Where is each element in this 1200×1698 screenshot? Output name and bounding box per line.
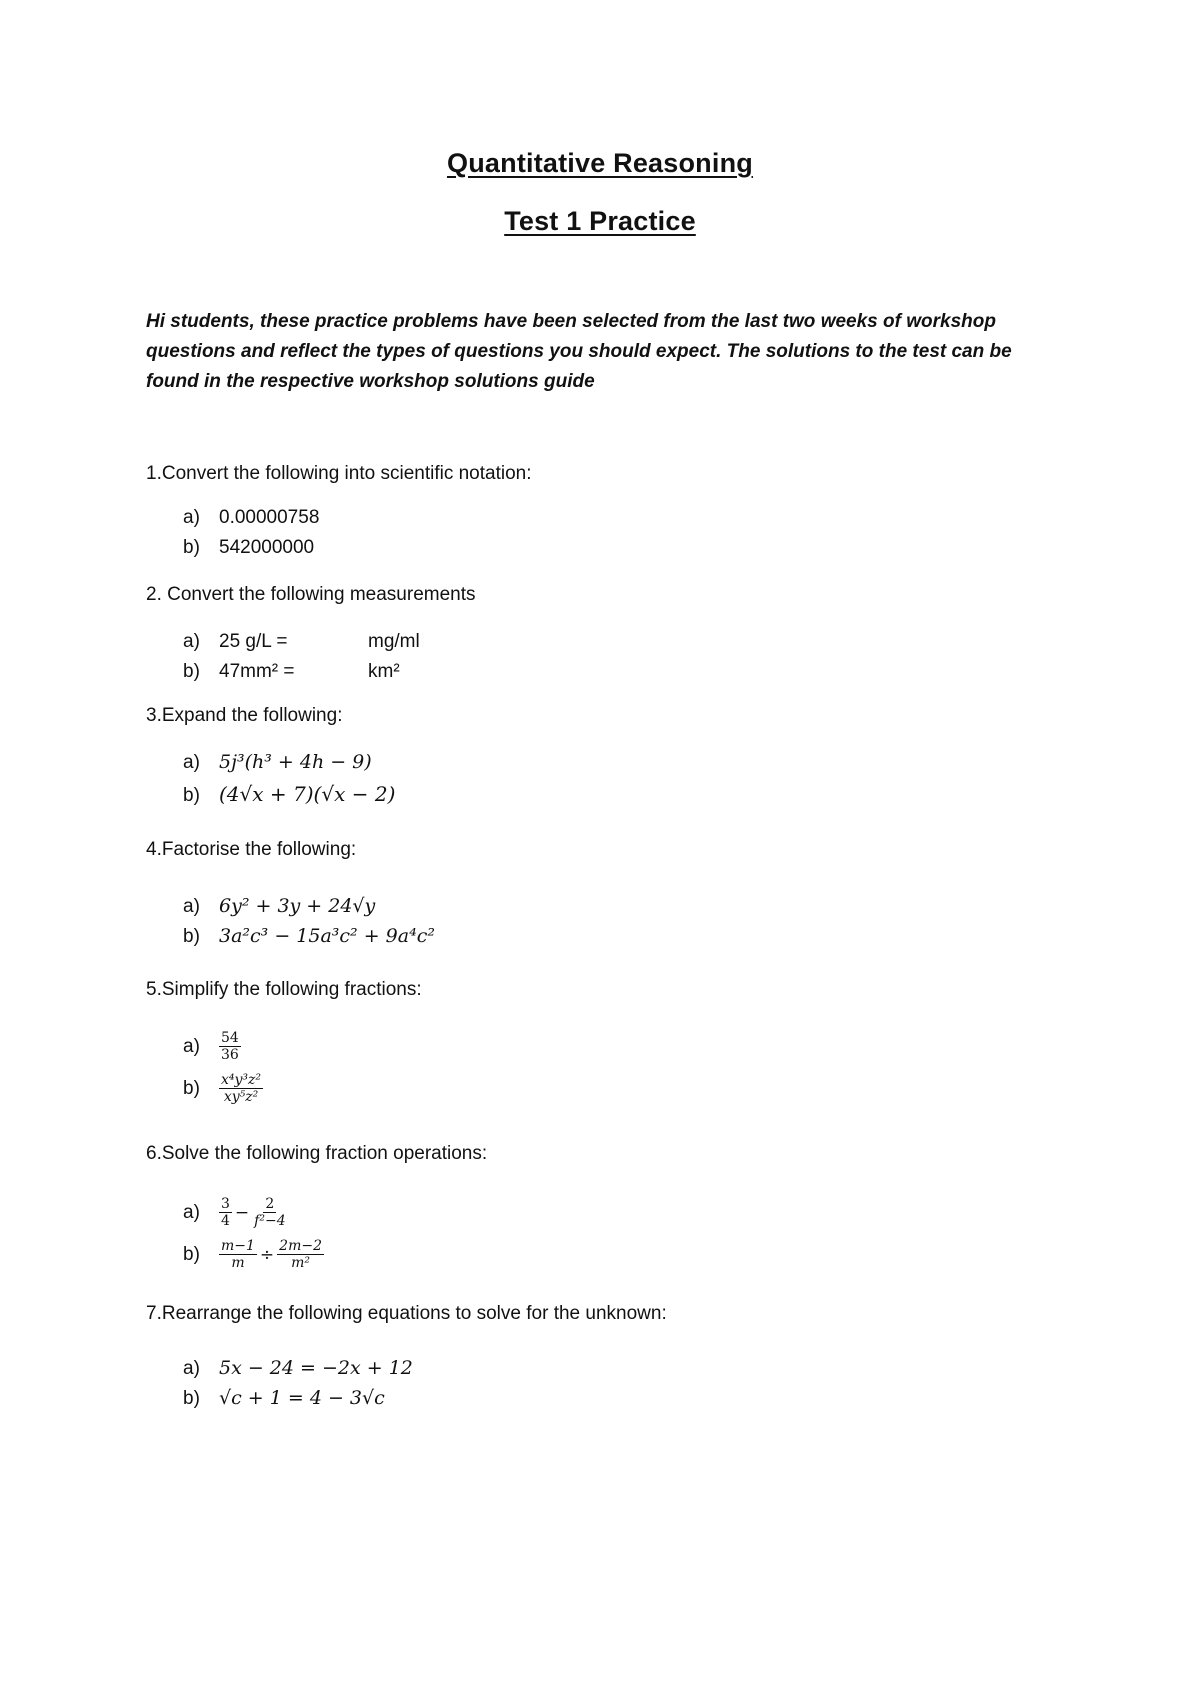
operator: ÷ — [259, 1244, 275, 1265]
question-2b — [183, 660, 683, 684]
item-unit: mg/ml — [368, 631, 420, 652]
question-7b — [183, 1386, 385, 1411]
question-7-heading: 7.Rearrange the following equations to solve for the unknown: — [146, 1303, 667, 1324]
math-expression: √c + 1 = 4 − 3√c — [219, 1387, 385, 1409]
question-6-heading: 6.Solve the following fraction operations: — [146, 1143, 488, 1164]
fraction — [252, 1196, 287, 1229]
question-5-heading: 5.Simplify the following fractions: — [146, 979, 422, 1000]
math-expression: (4√x + 7)(√x − 2) — [219, 782, 396, 806]
fraction-numerator: x⁴y³z² — [221, 1072, 262, 1088]
fraction-denominator: 4 — [221, 1213, 230, 1229]
fraction — [219, 1072, 263, 1105]
fraction-numerator: m−1 — [221, 1238, 255, 1254]
fraction — [277, 1238, 324, 1271]
fraction-denominator: f²−4 — [254, 1213, 286, 1229]
fraction-numerator: 2 — [265, 1196, 275, 1212]
question-6a — [183, 1196, 288, 1229]
question-3a — [183, 750, 372, 775]
question-4-heading: 4.Factorise the following: — [146, 839, 357, 860]
question-1-heading: 1.Convert the following into scientific notation: — [146, 463, 532, 484]
item-unit: km² — [368, 661, 400, 682]
item-label: a) — [183, 1201, 200, 1223]
document-subtitle: Test 1 Practice — [504, 206, 696, 236]
item-value: 47mm² = — [219, 661, 295, 682]
item-label: b) — [183, 785, 200, 806]
item-value: 542000000 — [219, 537, 315, 558]
item-label: a) — [183, 1035, 200, 1057]
question-2a — [183, 630, 683, 654]
item-value: 0.00000758 — [219, 507, 320, 528]
fraction-denominator: m² — [291, 1255, 311, 1271]
fraction — [219, 1196, 232, 1229]
item-label: a) — [183, 752, 200, 773]
question-6b — [183, 1238, 324, 1271]
fraction-numerator: 54 — [221, 1030, 239, 1046]
math-expression: 5j³(h³ + 4h − 9) — [219, 751, 372, 773]
item-label: b) — [183, 537, 200, 558]
question-1b — [183, 536, 314, 560]
fraction-denominator: xy⁵z² — [223, 1089, 259, 1105]
item-label: a) — [183, 896, 200, 917]
operator: − — [234, 1202, 250, 1223]
item-label: b) — [183, 661, 200, 682]
item-label: b) — [183, 1243, 200, 1265]
math-expression: 3a²c³ − 15a³c² + 9a⁴c² — [219, 925, 435, 947]
math-expression: 5x − 24 = −2x + 12 — [219, 1357, 413, 1379]
fraction-denominator: 36 — [221, 1047, 239, 1063]
fraction — [219, 1238, 257, 1271]
fraction-numerator: 2m−2 — [279, 1238, 322, 1254]
question-4a — [183, 894, 375, 919]
question-2-heading: 2. Convert the following measurements — [146, 584, 476, 605]
item-label: a) — [183, 1358, 200, 1379]
question-3-heading: 3.Expand the following: — [146, 705, 343, 726]
fraction-denominator: m — [231, 1255, 245, 1271]
fraction-numerator: 3 — [221, 1196, 230, 1212]
item-label: a) — [183, 507, 200, 528]
item-label: b) — [183, 1077, 200, 1099]
item-label: b) — [183, 926, 200, 947]
question-3b — [183, 782, 395, 808]
question-5a — [183, 1030, 241, 1063]
item-value: 25 g/L = — [219, 631, 288, 652]
question-4b — [183, 924, 435, 949]
item-label: b) — [183, 1388, 200, 1409]
question-5b — [183, 1072, 263, 1105]
math-expression: 6y² + 3y + 24√y — [219, 895, 376, 917]
item-label: a) — [183, 631, 200, 652]
document-title: Quantitative Reasoning — [447, 148, 753, 178]
question-7a — [183, 1356, 413, 1381]
fraction — [219, 1030, 241, 1063]
question-1a — [183, 506, 319, 530]
intro-paragraph: Hi students, these practice problems have been selected from the last two weeks of workshop questions and reflect the types of questions you should expect. The solutions to the test can be found in the respective workshop solutions guide — [146, 311, 1012, 392]
